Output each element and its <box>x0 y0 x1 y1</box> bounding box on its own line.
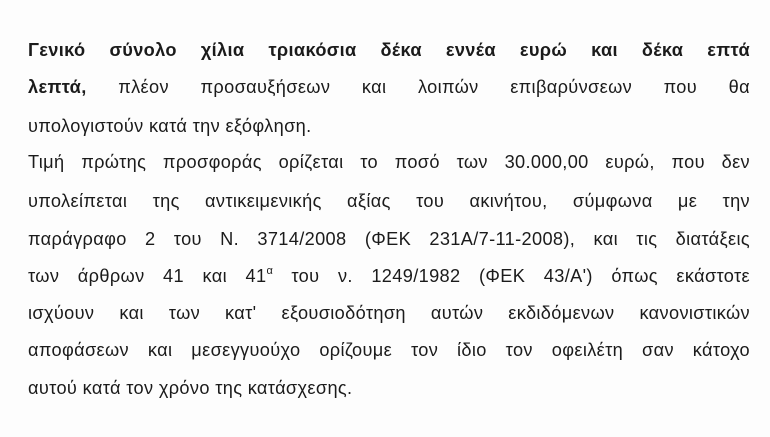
paragraph1-line2 <box>28 74 750 100</box>
paragraph1-line3 <box>28 113 750 139</box>
paragraph2-line7 <box>28 375 750 401</box>
paragraph2-line6 <box>28 337 750 363</box>
paragraph2-line3-text: παράγραφο 2 του Ν. 3714/2008 (ΦΕΚ 231Α/7-11-2008), και τις διατάξεις <box>28 229 750 249</box>
paragraph2-line2-text: υπολείπεται της αντικειμενικής αξίας του ακινήτου, σύμφωνα με την <box>28 191 750 211</box>
paragraph1-line1 <box>28 37 750 63</box>
superscript-alpha: α <box>266 265 273 277</box>
paragraph2-line4-text-a: των άρθρων 41 και 41 <box>28 266 267 286</box>
paragraph2-line6-text: αποφάσεων και μεσεγγυούχο ορίζουμε τον ίδιο τον οφειλέτη σαν κάτοχο <box>28 340 750 360</box>
paragraph2-line7-text: αυτού κατά τον χρόνο της κατάσχεσης. <box>28 378 353 398</box>
paragraph1-line3-text: υπολογιστούν κατά την εξόφληση. <box>28 116 312 136</box>
paragraph2-line3 <box>28 226 750 252</box>
paragraph1-line1-text: Γενικό σύνολο χίλια τριακόσια δέκα εννέα ευρώ και δέκα επτά <box>28 40 750 60</box>
paragraph1-line2-rest-text: πλέον προσαυξήσεων και λοιπών επιβαρύνσεων που θα <box>86 77 750 97</box>
paragraph2-line2 <box>28 188 750 214</box>
paragraph2-line5 <box>28 300 750 326</box>
paragraph2-line1 <box>28 149 750 175</box>
paragraph2-line1-text: Τιμή πρώτης προσφοράς ορίζεται το ποσό των 30.000,00 ευρώ, που δεν <box>28 152 750 172</box>
paragraph2-line4 <box>28 263 750 289</box>
paragraph1-line2-bold-text: λεπτά, <box>28 77 87 97</box>
paragraph2-line4-text-b: του ν. 1249/1982 (ΦΕΚ 43/Α') όπως εκάστοτε <box>272 266 750 286</box>
paragraph2-line5-text: ισχύουν και των κατ' εξουσιοδότηση αυτών εκδιδόμενων κανονιστικών <box>28 303 750 323</box>
